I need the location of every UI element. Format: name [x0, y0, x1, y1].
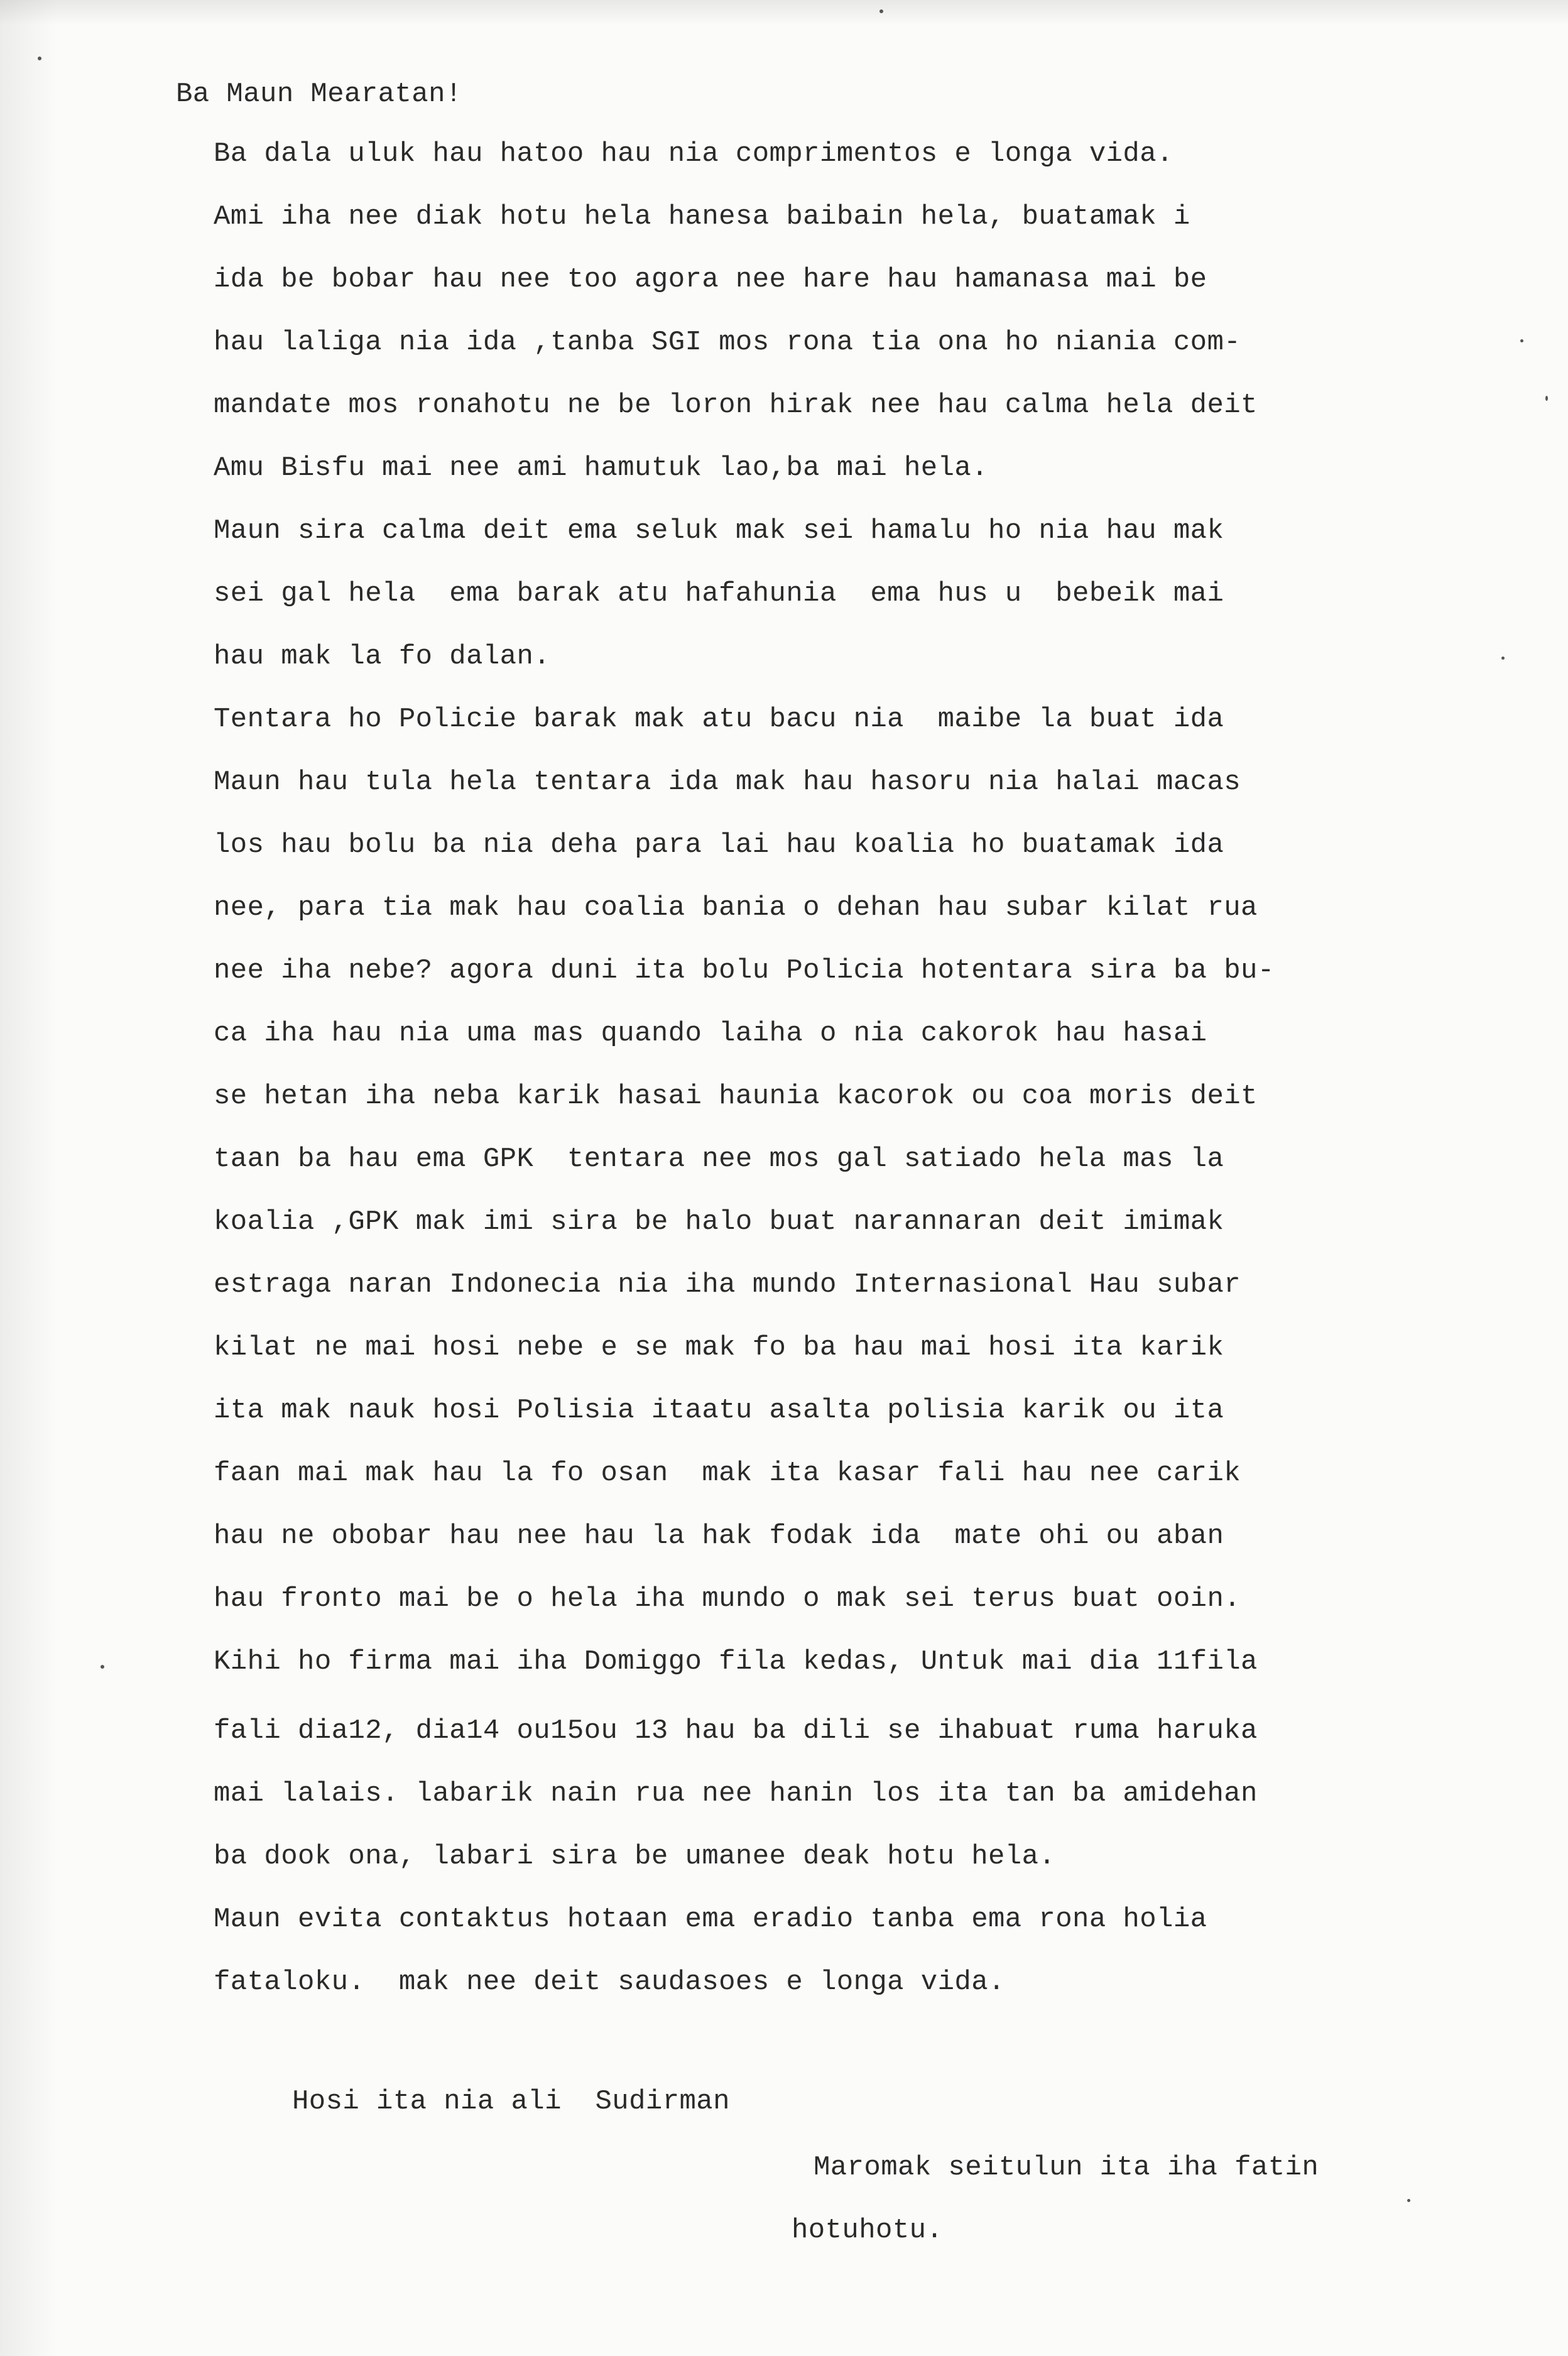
- scan-shadow-top: [0, 0, 1568, 25]
- letter-line: estraga naran Indonecia nia iha mundo Internasional Hau subar: [214, 1269, 1241, 1301]
- letter-line: fataloku. mak nee deit saudasoes e longa vida.: [214, 1966, 1005, 1998]
- scan-speck: [1407, 2199, 1410, 2202]
- letter-line: Maun evita contaktus hotaan ema eradio tanba ema rona holia: [214, 1904, 1207, 1935]
- letter-line: Amu Bisfu mai nee ami hamutuk lao,ba mai hela.: [214, 452, 988, 484]
- letter-greeting: Ba Maun Mearatan!: [176, 79, 462, 110]
- letter-line: ida be bobar hau nee too agora nee hare hau hamanasa mai be: [214, 264, 1207, 295]
- letter-blessing-line2: hotuhotu.: [792, 2215, 944, 2246]
- scan-shadow-left: [0, 0, 57, 2356]
- scan-speck: [1501, 657, 1505, 660]
- scan-speck: [1545, 396, 1548, 401]
- letter-line: ita mak nauk hosi Polisia itaatu asalta polisia karik ou ita: [214, 1395, 1224, 1426]
- letter-line: hau mak la fo dalan.: [214, 641, 551, 672]
- letter-line: sei gal hela ema barak atu hafahunia ema hus u bebeik mai: [214, 578, 1224, 609]
- letter-line: mai lalais. labarik nain rua nee hanin los ita tan ba amidehan: [214, 1778, 1258, 1809]
- scan-speck: [1520, 339, 1523, 342]
- letter-line: fali dia12, dia14 ou15ou 13 hau ba dili se ihabuat ruma haruka: [214, 1715, 1258, 1747]
- scan-speck: [38, 57, 41, 60]
- letter-line: se hetan iha neba karik hasai haunia kacorok ou coa moris deit: [214, 1081, 1258, 1112]
- letter-line: los hau bolu ba nia deha para lai hau koalia ho buatamak ida: [214, 829, 1224, 861]
- letter-blessing-line1: Maromak seitulun ita iha fatin: [814, 2152, 1319, 2183]
- letter-line: Maun hau tula hela tentara ida mak hau hasoru nia halai macas: [214, 766, 1241, 798]
- letter-line: ba dook ona, labari sira be umanee deak hotu hela.: [214, 1841, 1056, 1872]
- letter-line: nee, para tia mak hau coalia bania o dehan hau subar kilat rua: [214, 892, 1258, 924]
- letter-line: Ba dala uluk hau hatoo hau nia comprimentos e longa vida.: [214, 138, 1173, 170]
- letter-line: hau laliga nia ida ,tanba SGI mos rona tia ona ho niania com-: [214, 327, 1241, 358]
- letter-line: Maun sira calma deit ema seluk mak sei hamalu ho nia hau mak: [214, 515, 1224, 547]
- letter-line: Kihi ho firma mai iha Domiggo fila kedas, Untuk mai dia 11fila: [214, 1646, 1258, 1677]
- letter-line: ca iha hau nia uma mas quando laiha o nia cakorok hau hasai: [214, 1018, 1207, 1049]
- letter-line: Ami iha nee diak hotu hela hanesa baibain hela, buatamak i: [214, 201, 1190, 232]
- scan-speck: [879, 9, 883, 13]
- scan-speck: [101, 1665, 104, 1669]
- letter-line: hau ne obobar hau nee hau la hak fodak ida mate ohi ou aban: [214, 1520, 1224, 1552]
- letter-line: koalia ,GPK mak imi sira be halo buat narannaran deit imimak: [214, 1206, 1224, 1238]
- letter-sign-off: Hosi ita nia ali Sudirman: [292, 2086, 730, 2117]
- letter-line: faan mai mak hau la fo osan mak ita kasar fali hau nee carik: [214, 1458, 1241, 1489]
- letter-line: hau fronto mai be o hela iha mundo o mak sei terus buat ooin.: [214, 1583, 1241, 1615]
- letter-line: kilat ne mai hosi nebe e se mak fo ba hau mai hosi ita karik: [214, 1332, 1224, 1363]
- letter-line: Tentara ho Policie barak mak atu bacu nia maibe la buat ida: [214, 704, 1224, 735]
- letter-line: taan ba hau ema GPK tentara nee mos gal satiado hela mas la: [214, 1143, 1224, 1175]
- letter-line: nee iha nebe? agora duni ita bolu Policia hotentara sira ba bu-: [214, 955, 1275, 986]
- letter-line: mandate mos ronahotu ne be loron hirak nee hau calma hela deit: [214, 390, 1258, 421]
